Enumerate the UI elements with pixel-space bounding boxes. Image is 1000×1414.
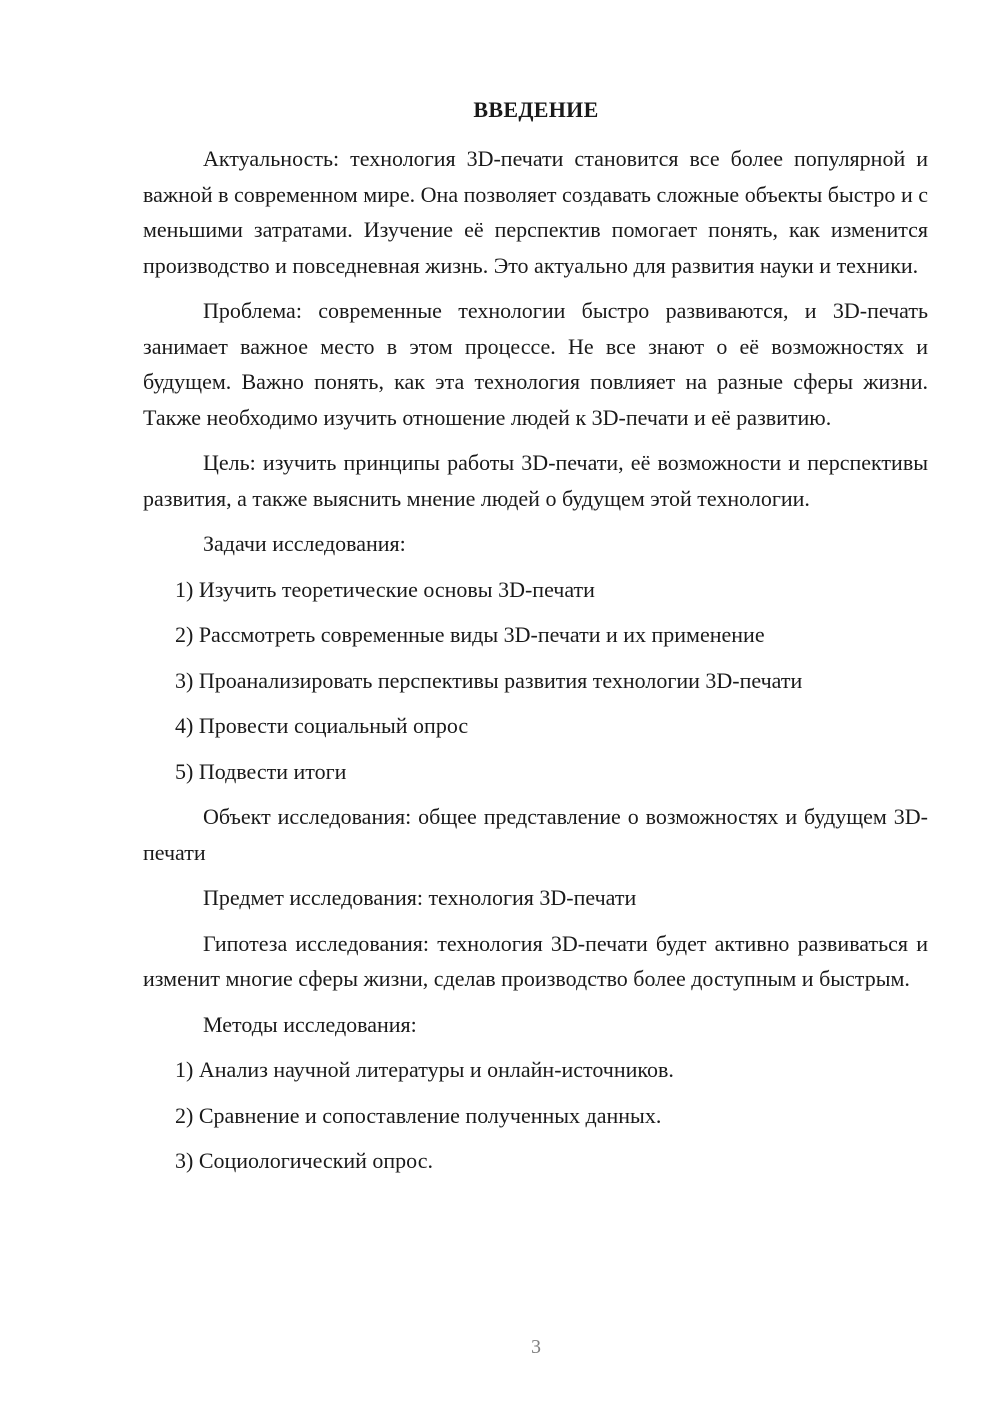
hypothesis-paragraph: Гипотеза исследования: технология 3D-печати будет активно развиваться и изменит многие сферы жизни, сделав производство более доступным и быстрым. bbox=[143, 930, 928, 991]
methods-list bbox=[143, 1052, 928, 1179]
page-number: 3 bbox=[531, 1336, 541, 1358]
page-title: ВВЕДЕНИЕ bbox=[473, 97, 599, 122]
list-item: 3) Социологический опрос. bbox=[175, 1148, 433, 1173]
list-item: 2) Рассмотреть современные виды 3D-печати и их применение bbox=[175, 622, 765, 647]
list-item: 1) Анализ научной литературы и онлайн-источников. bbox=[175, 1057, 674, 1082]
list-item: 1) Изучить теоретические основы 3D-печати bbox=[175, 576, 595, 602]
subject-paragraph: Предмет исследования: технология 3D-печати bbox=[203, 885, 637, 910]
list-item: 5) Подвести итоги bbox=[175, 758, 347, 784]
list-item: 4) Провести социальный опрос bbox=[175, 713, 469, 738]
list-item: 2) Сравнение и сопоставление полученных данных. bbox=[175, 1102, 662, 1128]
list-item: 3) Проанализировать перспективы развития технологии 3D-печати bbox=[175, 667, 803, 693]
object-paragraph: Объект исследования: общее представление о возможностях и будущем 3D-печати bbox=[143, 804, 928, 865]
problem-paragraph: Проблема: современные технологии быстро развиваются, и 3D-печать занимает важное место в этом процессе. Не все знают о её возможностях и будущем. Важно понять, как эта технология повлияет на разные сферы жизни. Также необходимо изучить отношение людей к 3D-печати и её развитию. bbox=[143, 298, 928, 430]
tasks-heading: Задачи исследования: bbox=[203, 531, 406, 556]
document-body bbox=[143, 141, 928, 1189]
tasks-list bbox=[143, 572, 928, 790]
relevance-paragraph: Актуальность: технология 3D-печати становится все более популярной и важной в современном мире. Она позволяет создавать сложные объекты быстро и с меньшими затратами. Изучение её перспектив помогает понять, как изменится производство и повседневная жизнь. Это актуально для развития науки и техники. bbox=[143, 146, 928, 278]
goal-paragraph: Цель: изучить принципы работы 3D-печати, её возможности и перспективы развития, а также выяснить мнение людей о будущем этой технологии. bbox=[143, 450, 928, 511]
methods-heading: Методы исследования: bbox=[203, 1011, 417, 1037]
